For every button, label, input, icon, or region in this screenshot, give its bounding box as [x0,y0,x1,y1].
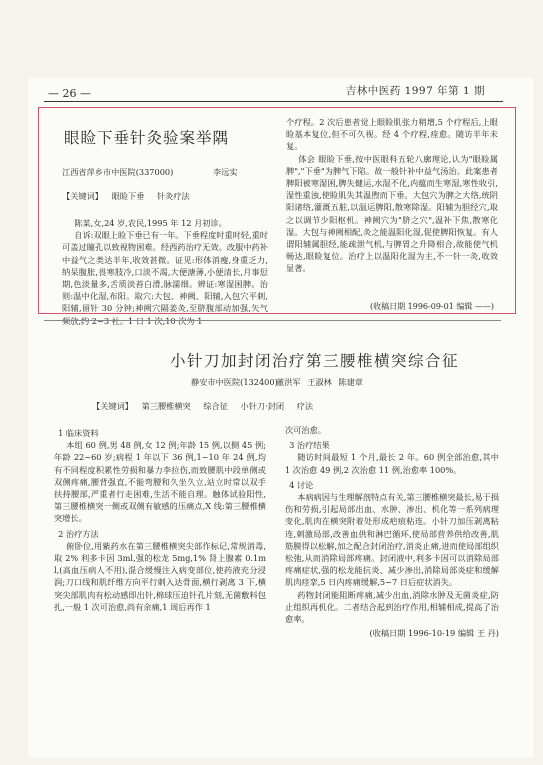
article2-authors [276,377,363,388]
section-heading: 3 治疗结果 [289,440,330,451]
paragraph: 体会 眼睑下垂,按中医眼科五轮八廓理论,认为"眼睑属脾","下垂"为脾气下陷。故一般针补中益气汤治。此案患者脾阳被寒湿困,脾失健运,水湿不化,内蕴而生寒湿,寒性收引,湿性重浊,使睑肌失其温煦而下垂。大包穴为脾之大络,统阴阳诸络,灌溉五脏,以温运脾阳,散寒除湿。阳辅为胆经穴,取之以调节少阳枢机。神阙穴为"脐之穴",温补下焦,散寒化湿。大包与神阙相配,灸之能温阳化湿,促使脾阳恢复。有人谓阳辅属胆经,能疏泄气机,与脾胃之升降相合,故能使气机畅达,眼睑复位。治疗上以温阳化湿为主,不一针一灸,收效显著。 [286,153,498,274]
article1-affiliation: 江西省萍乡市中医院(337000) [62,167,174,177]
article1-author: 李远实 [213,167,238,177]
article1-left-column [62,217,268,326]
keywords-label: 【关键词】 [62,191,103,201]
author: 王淑林 [307,377,332,387]
paragraph: 个疗程。2 次后患者觉上眼睑肌张力稍增,5 个疗程后,上眼睑基本复位,但不可久视。经 4 个疗程,痊愈。随访半年未复。 [286,117,498,152]
paragraph: 自诉:双眼上睑下垂已有一年。下垂程度时重时轻,重时可盖过瞳孔以致视物困难。经西药治疗无效。改服中药补中益气之类达半年,收效甚微。证见:形体消瘦,身重乏力,纳呆腹胀,畏寒肢冷,口淡不渴,大便溏薄,小便清长,月事愆期,色淡量多,舌质淡苔白滑,脉濡细。辨证:寒湿困脾。治则:温中化湿,布阳。取穴:大包、神阙、阳辅,入包穴平刺,阳辅,留针 30 分钟;神阙穴隔姜灸,至脐腹部动加强,矢气频放,约 2~3 社。1 日 1 次,10 次为 1 [62,230,268,326]
section-divider [44,320,501,321]
paragraph: 本组 60 例,男 48 例,女 12 例;年龄 15 例,以侧 45 例;年龄 22~60 岁;病程 1 年以下 36 例,1~10 年 24 例,均有不同程度积累性劳损和暴力李拉伤,而致腰肌中段单侧或双侧疼痛,腰背强直,不能弯腰和久坐久立,站立时常以双手扶持腰部,严重者行走困难,生活不能自理。触体试验阳性,第三腰椎横突一侧或双侧有敏感的压痛点,X 线:第三腰椎横突增长。 [54,440,266,524]
paragraph: 俯卧位,用紫药水在第三腰椎横突尖部作标记,常规消毒,取 2% 利多卡因 3ml,强的松龙 5mg,1% 肾上腺素 0.1ml,(高血压病人不用),混合缓慢注入病变部位,使药液充分浸润;刀口线和肌纤维方向平行刺入达骨面,横行剥离 3 下,横突尖部肌肉有松动感即出针,棉球压迫针孔片刻,无菌敷料包扎,一般 1 次可治愈,尚有余痛,1 周后再作 1 [54,540,266,612]
header-rule [44,101,503,102]
article2-right-column [285,424,499,752]
article2-title: 小针刀加封闭治疗第三腰椎横突综合征 [170,352,460,370]
keyword: 综合征 [203,401,228,411]
article2-affiliation: 静安市中医院(132400) [191,377,278,387]
section-heading: 2 治疗方法 [58,528,99,539]
article2-left-column [54,424,266,752]
author: 董洪军 [276,377,301,387]
paragraph: 次可治愈。 [285,425,326,435]
paragraph: 药物封闭能阻断疼痛,减少出血,消除水肿及无菌炎症,防止组织再机化。二者结合起到治疗作用,相辅相成,提高了治愈率。 [285,589,499,625]
keyword: 第三腰椎横突 [141,401,191,411]
keyword: 针灸疗法 [156,191,190,201]
keyword: 眼睑下垂 [111,191,145,201]
author: 陈建章 [338,377,363,387]
keyword: 疗法 [296,401,314,411]
section-heading: 4 讨论 [289,479,314,490]
paragraph: 本病病因与生理解剖特点有关,第三腰椎横突最长,易于损伤和劳损,引起局部出血、水肿、渗出、机化等一系列病理变化,肌肉在横突附着处形成疤痕粘连。小针刀加压剥离粘连,刺激局部,改善血供和淋巴循环,使局部营养供给改善,肌筋膜得以松解,加之配合封闭治疗,消炎止痛,进而使局部组织松弛,从而消除局部疼痛。封闭液中,利多卡因可以消除局部疼痛症状,强的松龙能抗炎、减少渗出,消除局部炎症和缓解肌肉痉挛,5 日内疼痛缓解,5~7 日后症状消失。 [285,492,500,588]
article1-keywords [62,191,200,202]
keywords-label: 【关键词】 [92,401,133,411]
page-number: — 26 — [48,87,91,100]
article1-right-column [286,116,498,311]
article1-title: 眼睑下垂针灸验案举隅 [64,129,230,147]
article2-received-date: (收稿日期 1996-10-19 编辑 王 丹) [369,628,499,639]
journal-header: 吉林中医药 1997 年第 1 期 [345,85,485,97]
keyword: 小针刀·封闭 [240,401,285,411]
section-heading: 1 临床资料 [58,428,99,438]
paragraph: 随访时间最短 1 个月,最长 2 年。60 例全部治愈,其中 1 次治愈 49 例,2 次治愈 11 例,治愈率 100%。 [285,452,499,475]
article2-keywords [92,401,323,412]
article1-received-date: (收稿日期 1996-09-01 编辑 ——) [370,302,494,311]
paragraph: 陈某,女,24 岁,农民,1995 年 12 月初诊。 [74,218,227,228]
